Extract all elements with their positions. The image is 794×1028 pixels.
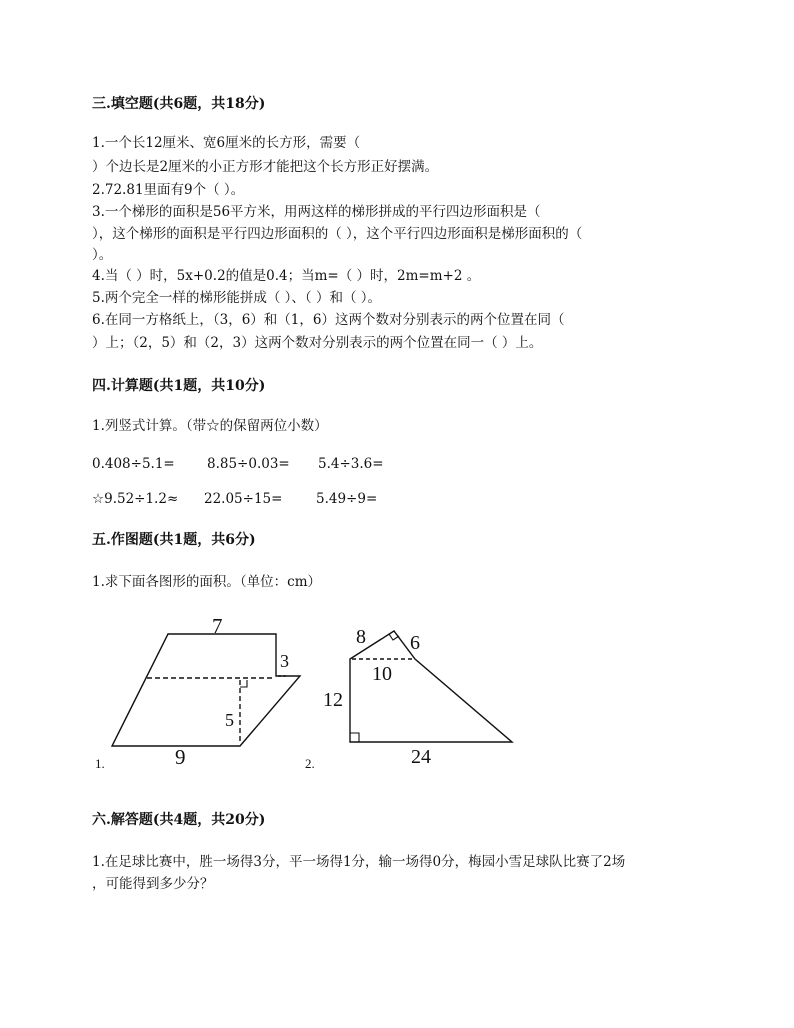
fig2-diag-label: 10 (372, 663, 392, 685)
s3-line-8: 5.两个完全一样的梯形能拼成（ ）、（ ）和（ ）。 (92, 290, 382, 306)
s3-line-3: 2.72.81里面有9个（ ）。 (92, 182, 245, 198)
calc-3: 5.4÷3.6= (318, 456, 384, 472)
s6-line-1: 1.在足球比赛中，胜一场得3分，平一场得1分，输一场得0分，梅园小雪足球队比赛了2场 (92, 854, 626, 870)
s3-line-2: ）个边长是2厘米的小正方形才能把这个长方形正好摆满。 (92, 159, 439, 175)
calc-1: 0.408÷5.1= (92, 456, 175, 472)
fig1-number: 1. (95, 756, 105, 771)
calc-5: 22.05÷15= (204, 491, 283, 507)
fig2-number: 2. (305, 756, 315, 771)
fig1-right-label: 3 (280, 651, 289, 671)
calc-6: 5.49÷9= (316, 491, 378, 507)
fig2-outline (350, 631, 512, 742)
fig1-right-angle (240, 680, 247, 687)
s3-line-6: ）。 (92, 247, 113, 263)
s3-line-9: 6.在同一方格纸上，（3，6）和（1，6）这两个数对分别表示的两个位置在同（ (92, 312, 565, 328)
calc-2: 8.85÷0.03= (207, 456, 290, 472)
figure-2 (350, 631, 512, 742)
section-4-heading: 四.计算题(共1题，共10分) (92, 378, 266, 394)
fig2-left-label: 12 (323, 689, 343, 711)
s6-line-2: ，可能得到多少分？ (92, 876, 214, 892)
s3-line-5: ），这个梯形的面积是平行四边形面积的（ ），这个平行四边形面积是梯形面积的（ (92, 226, 583, 242)
section-5-heading: 五.作图题(共1题，共6分) (92, 532, 256, 548)
fig2-leg-a-label: 8 (356, 626, 366, 648)
s3-line-10: ）上；（2，5）和（2，3）这两个数对分别表示的两个位置在同一（ ）上。 (92, 335, 543, 351)
section-3-heading: 三.填空题(共6题，共18分) (92, 96, 266, 112)
calc-4: ☆9.52÷1.2≈ (92, 491, 179, 507)
fig1-height-label: 5 (225, 710, 234, 730)
section-6-heading: 六.解答题(共4题，共20分) (92, 812, 266, 828)
s3-line-7: 4.当（ ）时，5x+0.2的值是0.4；当m=（ ）时，2m=m+2 。 (92, 268, 481, 284)
fig1-bottom-label: 9 (175, 745, 186, 769)
fig2-right-angle-bottom (350, 733, 359, 742)
fig2-bottom-label: 24 (411, 746, 431, 768)
s5-question: 1.求下面各图形的面积。（单位：cm） (92, 574, 321, 590)
fig1-top-label: 7 (212, 614, 223, 638)
fig2-leg-b-label: 6 (410, 632, 420, 654)
s3-line-4: 3.一个梯形的面积是56平方米，用两这样的梯形拼成的平行四边形面积是（ (92, 204, 541, 220)
figure-1 (112, 634, 300, 746)
fig1-outline (112, 634, 300, 746)
s4-question: 1.列竖式计算。（带☆的保留两位小数） (92, 418, 328, 434)
s3-line-1: 1.一个长12厘米、宽6厘米的长方形，需要（ (92, 135, 361, 151)
